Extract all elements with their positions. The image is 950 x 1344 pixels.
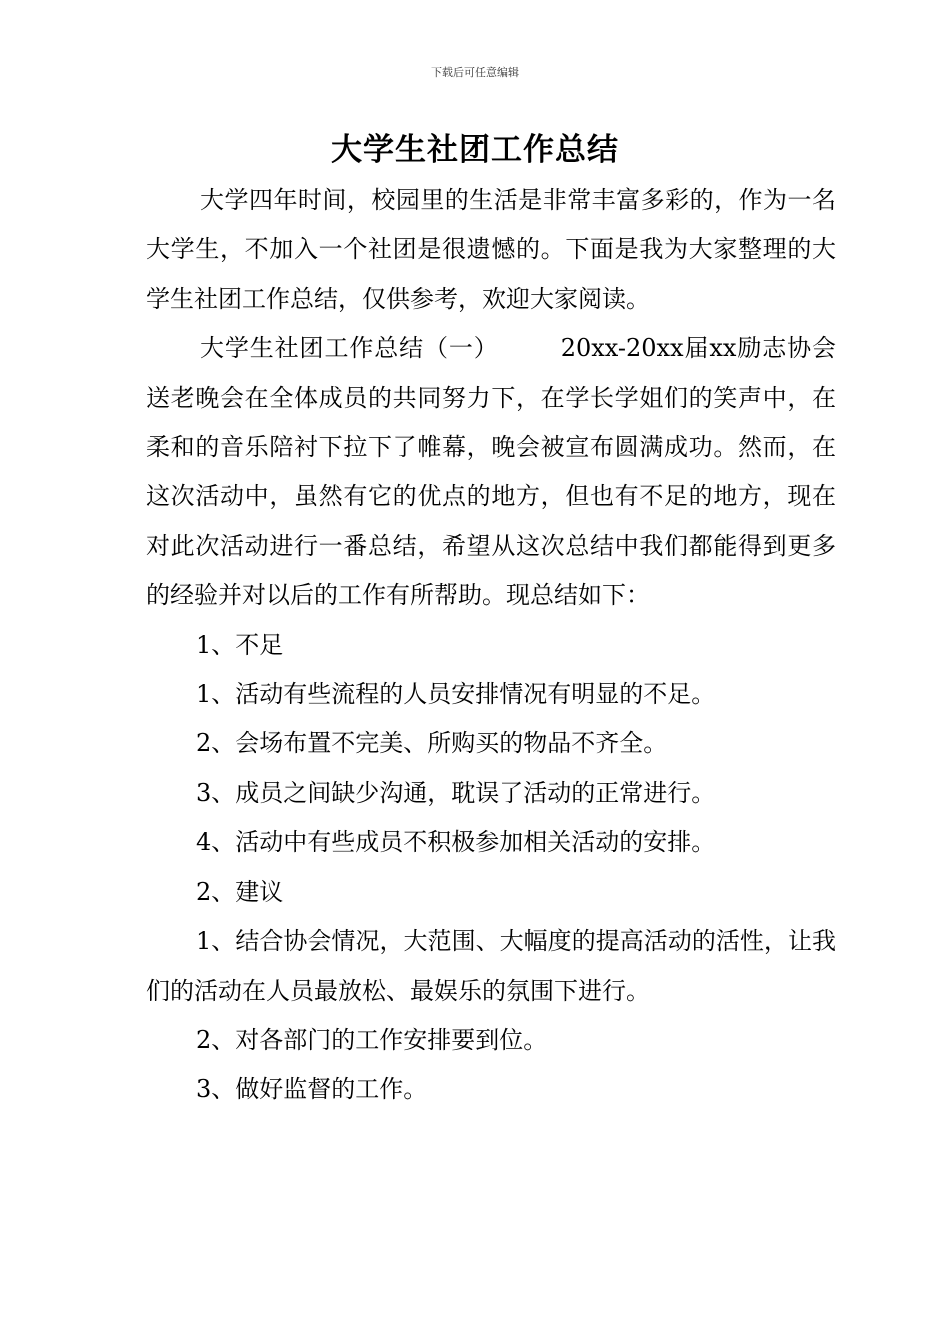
document-body — [146, 176, 836, 1115]
section-one-paragraph — [146, 324, 836, 620]
shortcoming-item-1: 1、活动有些流程的人员安排情况有明显的不足。 — [196, 680, 716, 709]
suggestions-heading: 2、建议 — [196, 877, 284, 906]
suggestion-item-2: 2、对各部门的工作安排要到位。 — [196, 1025, 548, 1054]
suggestion-item-3: 3、做好监督的工作。 — [196, 1075, 428, 1104]
shortcoming-item-3: 3、成员之间缺少沟通，耽误了活动的正常进行。 — [196, 778, 716, 807]
shortcomings-heading: 1、不足 — [196, 630, 284, 659]
document-title: 大学生社团工作总结 — [331, 132, 619, 168]
intro-paragraph: 大学四年时间，校园里的生活是非常丰富多彩的，作为一名大学生，不加入一个社团是很遗憾的。下面是我为大家整理的大学生社团工作总结，仅供参考，欢迎大家阅读。 — [146, 186, 836, 313]
header-note: 下载后可任意编辑 — [431, 66, 519, 79]
shortcoming-item-2: 2、会场布置不完美、所购买的物品不齐全。 — [196, 729, 668, 758]
section-one-body: 20xx-20xx届xx励志协会送老晚会在全体成员的共同努力下，在学长学姐们的笑声中，在柔和的音乐陪衬下拉下了帷幕，晚会被宣布圆满成功。然而，在这次活动中，虽然有它的优点的地方，但也有不足的地方，现在对此次活动进行一番总结，希望从这次总结中我们都能得到更多的经验并对以后的工作有所帮助。现总结如下： — [146, 334, 837, 610]
section-one-heading: 大学生社团工作总结（一） — [200, 334, 499, 363]
suggestion-item-1: 1、结合协会情况，大范围、大幅度的提高活动的活性，让我们的活动在人员最放松、最娱乐的氛围下进行。 — [146, 927, 836, 1005]
shortcoming-item-4: 4、活动中有些成员不积极参加相关活动的安排。 — [196, 828, 716, 857]
